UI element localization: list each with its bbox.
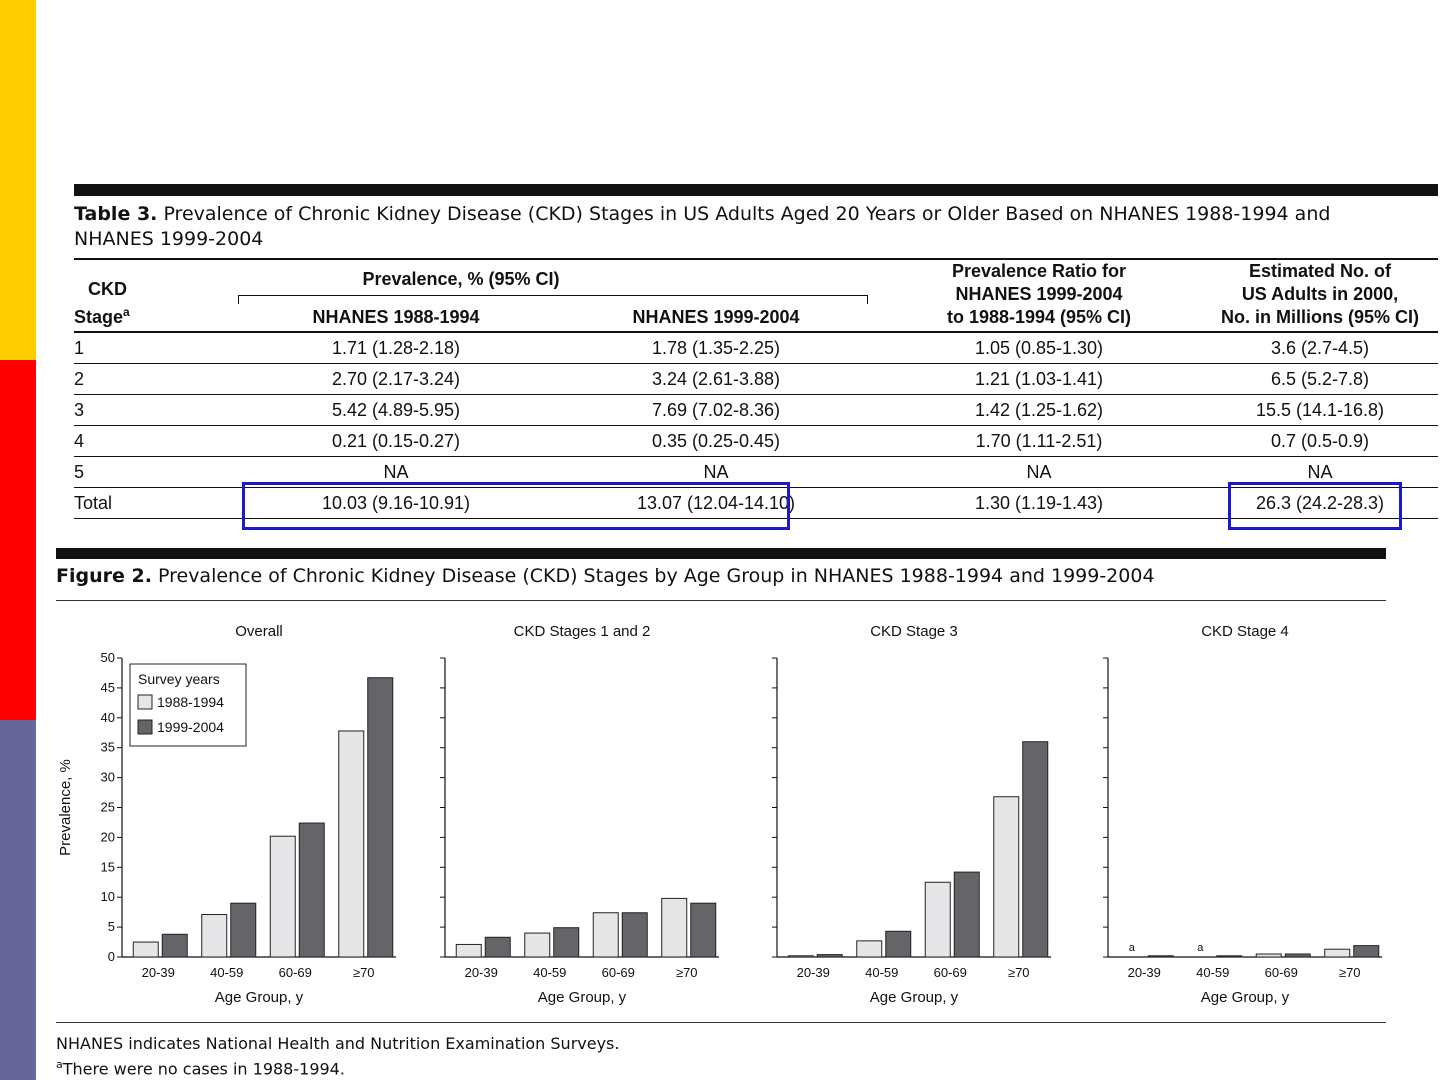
bar-old <box>662 898 687 957</box>
figure-2-charts <box>56 608 1386 1018</box>
cell-ratio: 1.30 (1.19-1.43) <box>876 488 1202 519</box>
cell-new: NA <box>556 457 876 488</box>
cell-stage: 4 <box>74 426 236 457</box>
chart-title: Overall <box>235 623 283 640</box>
bar-old <box>857 941 882 957</box>
footnote-nhanes: NHANES indicates National Health and Nutrition Examination Surveys. <box>56 1034 620 1053</box>
header-est-line1: Estimated No. of <box>1248 261 1391 281</box>
cell-stage: 2 <box>74 364 236 395</box>
bar-old <box>1325 949 1350 957</box>
y-axis-label: Prevalence, % <box>57 759 74 856</box>
cell-old: 1.71 (1.28-2.18) <box>236 332 556 364</box>
cell-ratio: NA <box>876 457 1202 488</box>
highlight-box-prevalence-total <box>242 482 790 530</box>
figure-2-panel <box>56 548 1386 1080</box>
cell-ratio: 1.21 (1.03-1.41) <box>876 364 1202 395</box>
x-tick-label: 20-39 <box>1127 965 1161 980</box>
x-tick-label: 40-59 <box>210 965 244 980</box>
table-row <box>74 426 1438 457</box>
chart-title: CKD Stages 1 and 2 <box>513 623 651 640</box>
chart-title: CKD Stage 4 <box>1201 623 1289 640</box>
header-ratio <box>876 260 1202 332</box>
y-tick-label: 50 <box>100 650 115 665</box>
header-prevalence-label: Prevalence, % (95% CI) <box>362 269 560 289</box>
legend-title: Survey years <box>138 671 220 687</box>
bar-new <box>1023 742 1048 957</box>
footnote-a-marker: a <box>56 1058 63 1071</box>
bar-new <box>485 937 510 957</box>
y-tick-label: 35 <box>100 739 115 755</box>
bar-new <box>691 903 716 957</box>
table-title-text: Prevalence of Chronic Kidney Disease (CKD) Stages in US Adults Aged 20 Years or Older Based on NHANES 1988-1994 and NHANES 1999-2004 <box>74 203 1331 250</box>
bar-old <box>593 913 618 957</box>
table-row <box>74 395 1438 426</box>
legend-swatch-old <box>138 695 152 709</box>
bar-new <box>162 934 187 957</box>
x-tick-label: 20-39 <box>464 965 498 980</box>
ckd-table <box>74 260 1438 519</box>
bar-old <box>925 882 950 957</box>
cell-est: 3.6 (2.7-4.5) <box>1202 332 1438 364</box>
bar-new <box>1285 954 1310 957</box>
y-tick-label: 15 <box>100 859 115 875</box>
bar-new <box>954 872 979 957</box>
header-stage-line2: Stage <box>74 307 124 327</box>
x-axis-label: Age Group, y <box>869 989 959 1006</box>
legend-swatch-new <box>138 720 152 734</box>
highlight-box-estimate-total <box>1228 482 1402 530</box>
bar-old <box>270 836 295 957</box>
y-tick-label: 30 <box>100 769 115 785</box>
header-bracket <box>238 295 868 304</box>
header-ratio-line1: Prevalence Ratio for <box>951 261 1127 281</box>
x-tick-label: 60-69 <box>1264 965 1298 980</box>
y-tick-label: 5 <box>107 919 115 935</box>
cell-est: 15.5 (14.1-16.8) <box>1202 395 1438 426</box>
x-tick-label: 40-59 <box>1196 965 1230 980</box>
cell-old: 5.42 (4.89-5.95) <box>236 395 556 426</box>
cell-ratio: 1.05 (0.85-1.30) <box>876 332 1202 364</box>
cell-stage: 5 <box>74 457 236 488</box>
header-prevalence-group <box>236 260 876 332</box>
cell-est: NA <box>1202 457 1438 488</box>
cell-new: 3.24 (2.61-3.88) <box>556 364 876 395</box>
header-ratio-line2: NHANES 1999-2004 <box>955 284 1123 304</box>
x-tick-label: ≥70 <box>675 965 698 980</box>
bar-new <box>1354 946 1379 957</box>
cell-old: NA <box>236 457 556 488</box>
figure-top-bar <box>56 548 1386 559</box>
cell-ratio: 1.42 (1.25-1.62) <box>876 395 1202 426</box>
cell-est: 0.7 (0.5-0.9) <box>1202 426 1438 457</box>
y-tick-label: 0 <box>107 949 115 964</box>
x-axis-label: Age Group, y <box>1200 989 1290 1006</box>
figure-title-text: Prevalence of Chronic Kidney Disease (CKD) Stages by Age Group in NHANES 1988-1994 and 1999-2004 <box>157 565 1155 587</box>
bar-new <box>554 928 579 957</box>
header-ratio-line3: to 1988-1994 (95% CI) <box>946 307 1132 327</box>
bar-annotation: a <box>1128 942 1135 954</box>
bar-old <box>1256 954 1281 957</box>
decorative-stripe-red <box>0 360 36 720</box>
header-nhanes-old: NHANES 1988-1994 <box>312 307 480 327</box>
figure-footnote-rule <box>56 1022 1386 1023</box>
header-estimate <box>1202 260 1438 332</box>
bar-new <box>368 678 393 957</box>
x-tick-label: 60-69 <box>933 965 967 980</box>
bar-old <box>202 915 227 957</box>
y-tick-label: 20 <box>100 829 115 845</box>
cell-est: 26.3 (24.2-28.3) <box>1202 488 1438 519</box>
cell-new: 0.35 (0.25-0.45) <box>556 426 876 457</box>
decorative-stripe-yellow <box>0 0 36 360</box>
table-row <box>74 364 1438 395</box>
x-tick-label: 20-39 <box>141 965 175 980</box>
cell-old: 2.70 (2.17-3.24) <box>236 364 556 395</box>
table-3-panel <box>74 184 1438 530</box>
bar-new <box>231 903 256 957</box>
x-tick-label: ≥70 <box>1007 965 1030 980</box>
x-tick-label: 20-39 <box>796 965 830 980</box>
cell-old: 0.21 (0.15-0.27) <box>236 426 556 457</box>
x-tick-label: ≥70 <box>352 965 375 980</box>
bar-old <box>788 956 813 957</box>
bar-new <box>1217 956 1242 957</box>
footnote-a-text: There were no cases in 1988-1994. <box>62 1059 345 1079</box>
table-row <box>74 332 1438 364</box>
x-axis-label: Age Group, y <box>214 989 304 1006</box>
header-est-line2: US Adults in 2000, <box>1241 284 1399 304</box>
bar-old <box>456 944 481 957</box>
bar-annotation: a <box>1197 942 1204 954</box>
bar-new <box>1148 956 1173 957</box>
figure-title-rule <box>56 600 1386 601</box>
bar-old <box>525 933 550 957</box>
x-tick-label: 40-59 <box>865 965 899 980</box>
cell-stage: 3 <box>74 395 236 426</box>
cell-new: 13.07 (12.04-14.10) <box>556 488 876 519</box>
footnote-a <box>56 1055 345 1079</box>
bar-new <box>299 823 324 957</box>
cell-stage: 1 <box>74 332 236 364</box>
legend-label: 1999-2004 <box>157 719 224 735</box>
bar-old <box>994 797 1019 957</box>
x-tick-label: ≥70 <box>1338 965 1361 980</box>
x-tick-label: 40-59 <box>533 965 567 980</box>
bar-new <box>622 913 647 957</box>
cell-old: 10.03 (9.16-10.91) <box>236 488 556 519</box>
x-tick-label: 60-69 <box>601 965 635 980</box>
legend-label: 1988-1994 <box>157 694 224 710</box>
cell-new: 7.69 (7.02-8.36) <box>556 395 876 426</box>
figure-label: Figure 2. <box>56 565 152 587</box>
header-est-line3: No. in Millions (95% CI) <box>1220 307 1419 327</box>
decorative-stripe-purple <box>0 720 36 1080</box>
header-ckd-stage <box>74 260 236 332</box>
cell-est: 6.5 (5.2-7.8) <box>1202 364 1438 395</box>
bar-old <box>339 731 364 957</box>
x-tick-label: 60-69 <box>278 965 312 980</box>
header-nhanes-new: NHANES 1999-2004 <box>632 307 800 327</box>
header-stage-line1: CKD <box>88 279 127 299</box>
bar-old <box>133 942 158 957</box>
y-tick-label: 10 <box>100 889 115 905</box>
table-label: Table 3. <box>74 203 158 225</box>
y-tick-label: 40 <box>100 709 115 725</box>
y-tick-label: 45 <box>100 679 115 695</box>
table-title <box>74 202 1438 252</box>
header-stage-sup: a <box>123 305 130 319</box>
x-axis-label: Age Group, y <box>537 989 627 1006</box>
bar-new <box>886 931 911 957</box>
bar-new <box>817 955 842 957</box>
chart-title: CKD Stage 3 <box>870 623 958 640</box>
figure-title <box>56 564 1386 589</box>
cell-stage: Total <box>74 488 236 519</box>
table-top-bar <box>74 184 1438 196</box>
cell-new: 1.78 (1.35-2.25) <box>556 332 876 364</box>
cell-ratio: 1.70 (1.11-2.51) <box>876 426 1202 457</box>
y-tick-label: 25 <box>100 799 115 815</box>
